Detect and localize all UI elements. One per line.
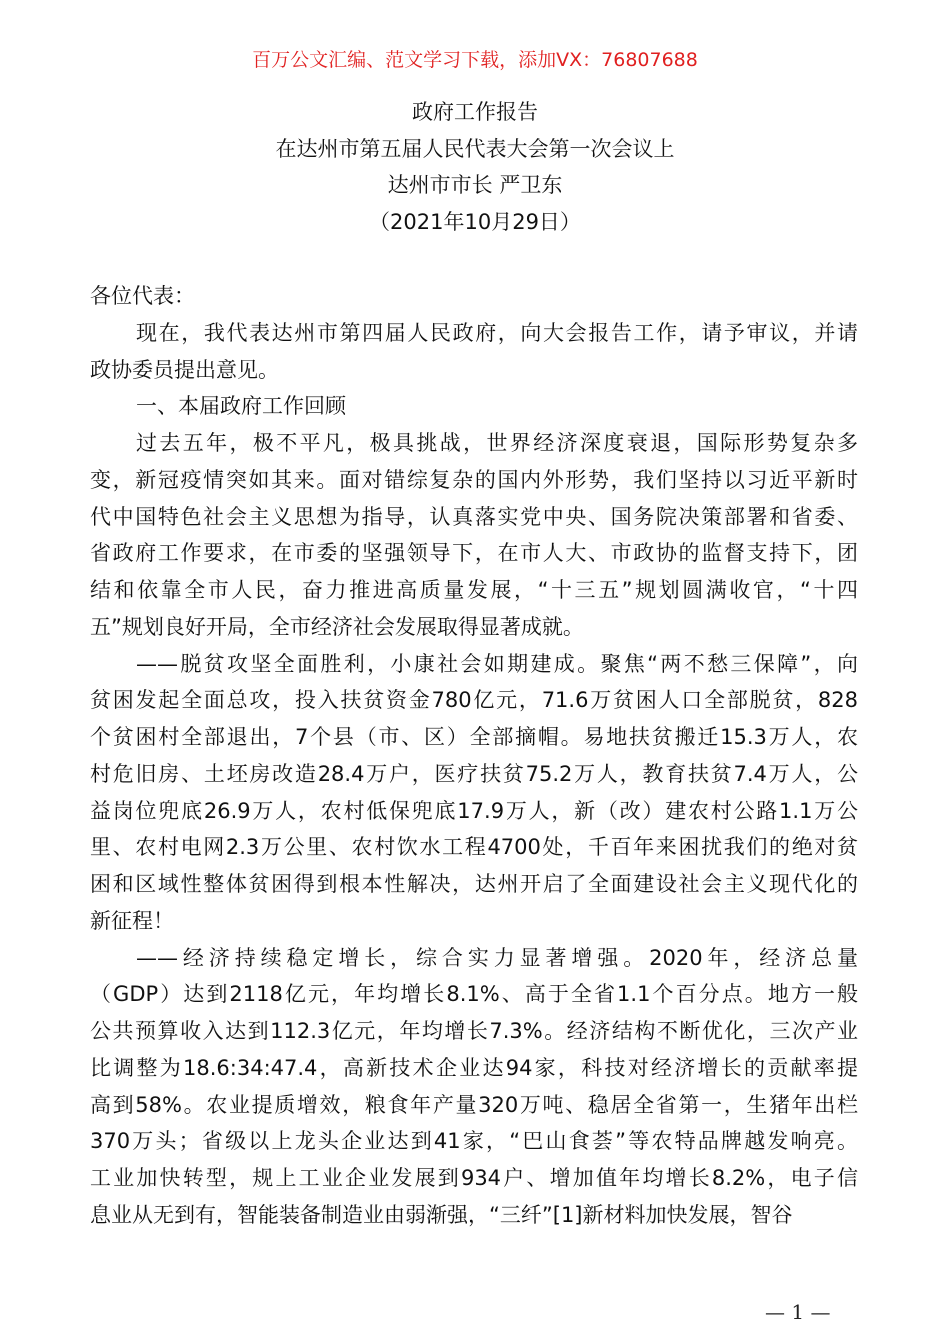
paragraph [90,278,858,315]
paragraph-line: 比调整为18.6:34:47.4，高新技术企业达94家，科技对经济增长的贡献率提 [90,1055,858,1080]
paragraph-line: （GDP）达到2118亿元，年均增长8.1%、高于全省1.1个百分点。地方一般 [90,982,858,1007]
paragraph-line: 公共预算收入达到112.3亿元，年均增长7.3%。经济结构不断优化，三次产业 [90,1019,858,1043]
paragraph-line: 新征程！ [90,908,174,933]
paragraph-line: 一、本届政府工作回顾 [136,394,346,419]
paragraph [90,315,858,389]
paragraph-line: 结和依靠全市人民，奋力推进高质量发展，“十三五”规划圆满收官，“十四 [90,578,858,602]
paragraph-line: 贫困发起全面总攻，投入扶贫资金780亿元，71.6万贫困人口全部脱贫，828 [90,688,858,713]
page-number: — 1 — [765,1300,831,1324]
paragraph-line: 代中国特色社会主义思想为指导，认真落实党中央、国务院决策部署和省委、 [90,504,858,529]
paragraph-line: 370万头；省级以上龙头企业达到41家，“巴山食荟”等农特品牌越发响亮。 [90,1129,858,1154]
paragraph [90,425,858,646]
paragraph-line: 过去五年，极不平凡，极具挑战，世界经济深度衰退，国际形势复杂多 [136,431,858,455]
paragraph-line: 各位代表： [90,284,195,308]
document-subtitle: 在达州市第五届人民代表大会第一次会议上 [275,137,675,161]
paragraph-line: 政协委员提出意见。 [90,357,279,382]
document-date: （2021年10月29日） [369,210,581,234]
watermark-banner: 百万公文汇编、范文学习下载，添加VX：76807688 [252,49,698,71]
paragraph-line: 现在，我代表达州市第四届人民政府，向大会报告工作，请予审议，并请 [136,320,858,345]
paragraph-line: 息业从无到有，智能装备制造业由弱渐强，“三纤”[1]新材料加快发展，智谷 [90,1202,793,1227]
paragraph-line: 高到58%。农业提质增效，粮食年产量320万吨、稳居全省第一，生猪年出栏 [90,1092,858,1117]
paragraph-line: 村危旧房、土坯房改造28.4万户，医疗扶贫75.2万人，教育扶贫7.4万人，公 [90,761,858,786]
paragraph [90,646,858,940]
document-body [90,278,858,1234]
paragraph-line: 困和区域性整体贫困得到根本性解决，达州开启了全面建设社会主义现代化的 [90,872,858,896]
document-title: 政府工作报告 [412,100,538,124]
paragraph-line: 五”规划良好开局，全市经济社会发展取得显著成就。 [90,614,584,639]
paragraph-line: 工业加快转型，规上工业企业发展到934户、增加值年均增长8.2%，电子信 [90,1166,858,1190]
paragraph-line: 益岗位兜底26.9万人，农村低保兜底17.9万人，新（改）建农村公路1.1万公 [90,798,858,823]
paragraph-line: 变，新冠疫情突如其来。面对错综复杂的国内外形势，我们坚持以习近平新时 [90,467,858,492]
paragraph-line: 个贫困村全部退出，7个县（市、区）全部摘帽。易地扶贫搬迁15.3万人，农 [90,725,858,749]
document-author: 达州市市长 严卫东 [387,173,563,197]
paragraph [90,388,858,425]
paragraph-line: 省政府工作要求，在市委的坚强领导下，在市人大、市政协的监督支持下，团 [90,541,858,566]
paragraph [90,940,858,1234]
paragraph-line: 里、农村电网2.3万公里、农村饮水工程4700处，千百年来困扰我们的绝对贫 [90,835,858,860]
paragraph-line: ——经济持续稳定增长，综合实力显著增强。2020年，经济总量 [136,945,858,970]
paragraph-line: ——脱贫攻坚全面胜利，小康社会如期建成。聚焦“两不愁三保障”，向 [136,651,858,676]
